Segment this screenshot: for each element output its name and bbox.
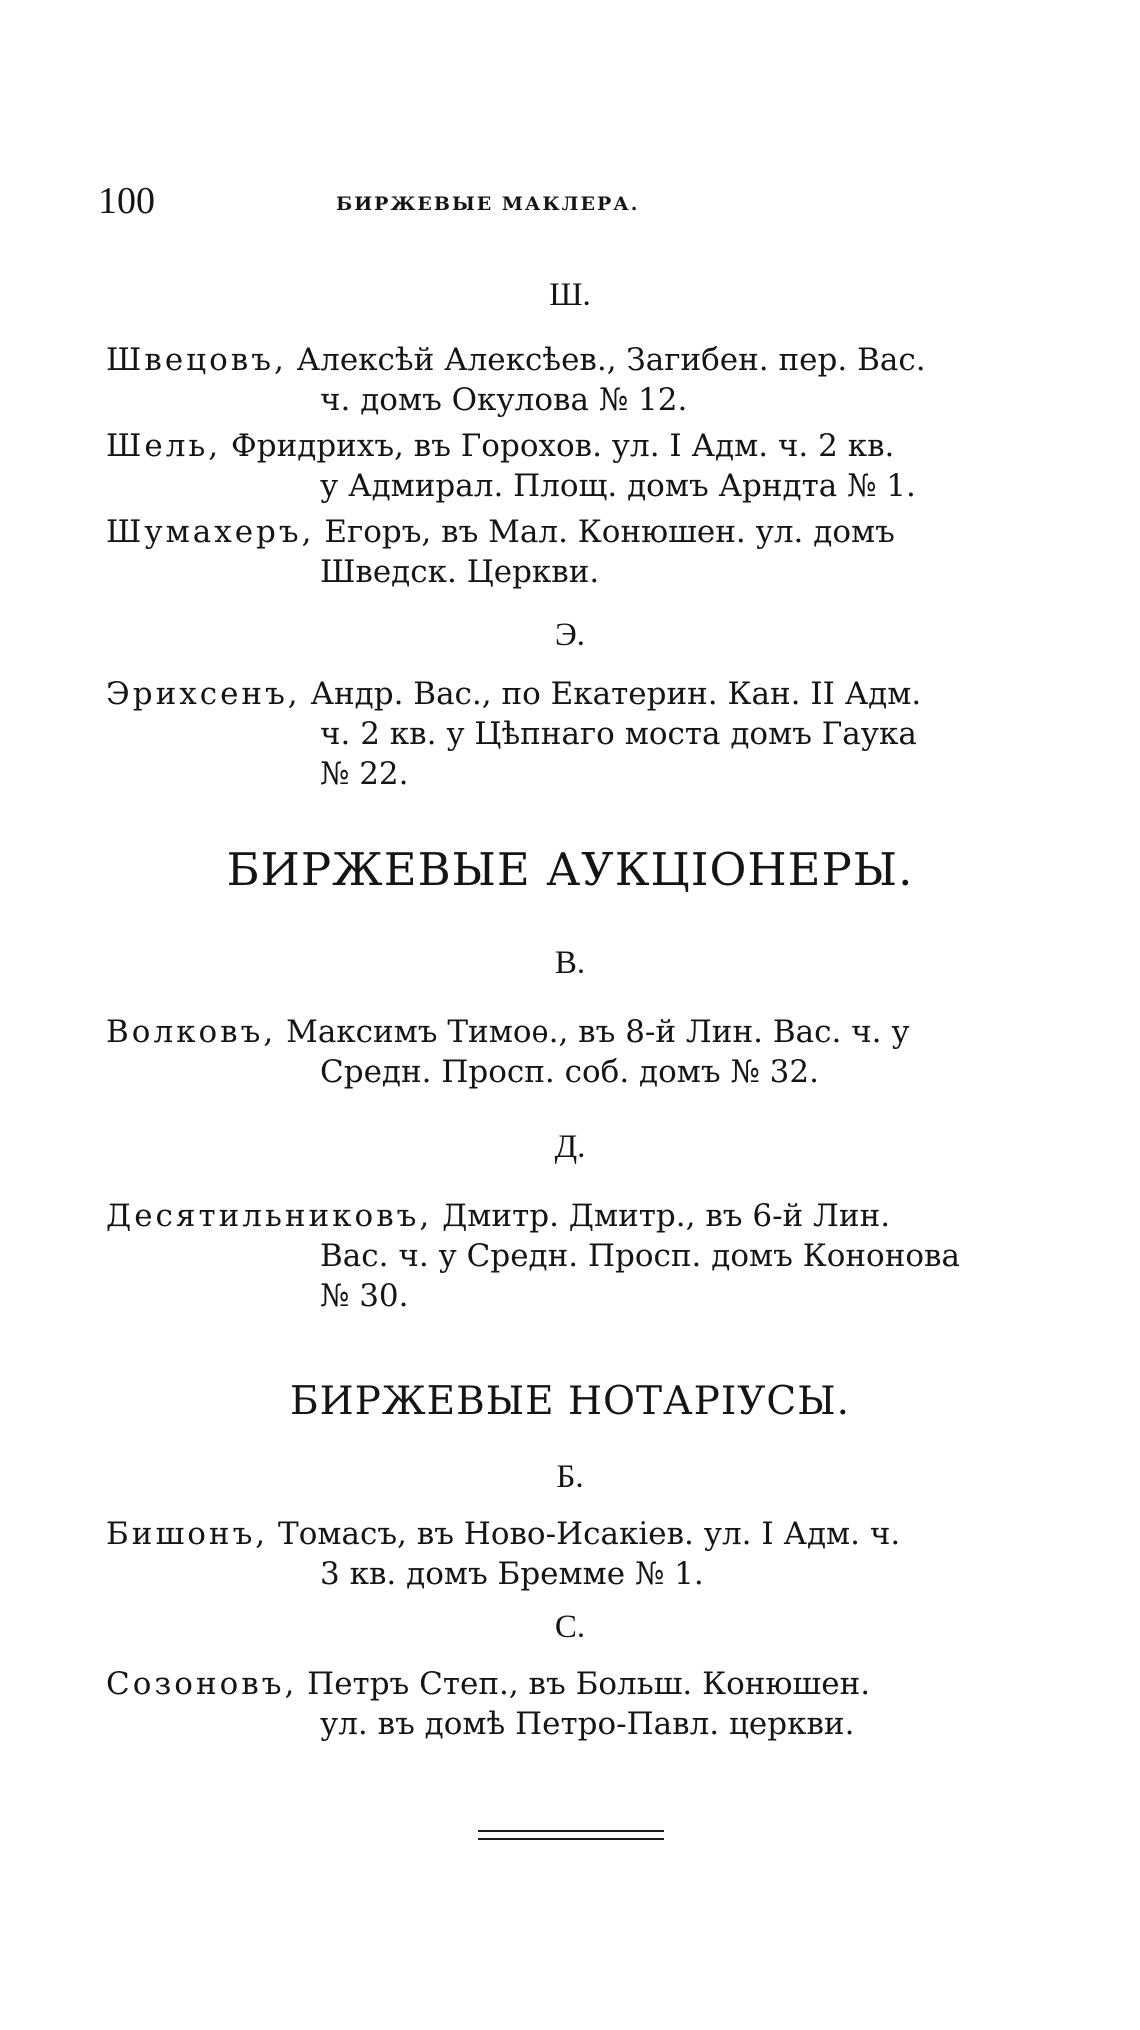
- page-number: 100: [98, 180, 155, 222]
- entry-text: Петръ Степ., въ Больш. Конюшен.: [297, 1666, 871, 1702]
- entry-name: Эрихсенъ,: [106, 676, 301, 712]
- letter-heading-e: Э.: [554, 617, 586, 653]
- running-head: [98, 176, 1068, 236]
- entry-text: Томасъ, въ Ново-Исакіев. ул. I Адм. ч.: [268, 1516, 901, 1552]
- section-title-auctioneers: БИРЖЕВЫЕ АУКЦІОНЕРЫ.: [226, 843, 914, 896]
- letter-heading-b: Б.: [556, 1459, 584, 1495]
- entry-text: Шведск. Церкви.: [320, 554, 600, 590]
- entry-text: Андр. Вас., по Екатерин. Кан. II Адм.: [300, 676, 922, 712]
- closing-rule-top: [478, 1830, 664, 1832]
- entry-name: Шель,: [106, 428, 222, 464]
- letter-heading-sh: Ш.: [549, 277, 591, 313]
- entry-text: Вас. ч. у Средн. Просп. домъ Кононова: [320, 1238, 960, 1274]
- entry-name: Десятильниковъ,: [106, 1198, 433, 1234]
- entry-text: Егоръ, въ Мал. Конюшен. ул. домъ: [314, 514, 895, 550]
- closing-rule-bottom: [478, 1838, 664, 1840]
- entry-text: ч. домъ Окулова № 12.: [320, 382, 688, 418]
- entry-name: Волковъ,: [106, 1014, 277, 1050]
- letter-heading-s: С.: [554, 1609, 586, 1645]
- section-title-notaries: БИРЖЕВЫЕ НОТАРІУСЫ.: [289, 1379, 851, 1424]
- entry-text: № 22.: [320, 756, 409, 792]
- entry-name: Швецовъ,: [106, 342, 287, 378]
- letter-heading-v: В.: [554, 945, 586, 981]
- entry-name: Шумахеръ,: [106, 514, 315, 550]
- entry-text: Алексѣй Алексѣев., Загибен. пер. Вас.: [286, 342, 926, 378]
- entry-text: Средн. Просп. соб. домъ № 32.: [320, 1054, 819, 1090]
- entry-text: Дмитр. Дмитр., въ 6-й Лин.: [432, 1198, 891, 1234]
- entry-text: ч. 2 кв. у Цѣпнаго моста домъ Гаука: [320, 716, 917, 752]
- running-title: БИРЖЕВЫЕ МАКЛЕРА.: [336, 193, 640, 215]
- entry-text: Максимъ Тимоѳ., въ 8-й Лин. Вас. ч. у: [276, 1014, 910, 1050]
- entry-text: № 30.: [320, 1278, 409, 1314]
- letter-heading-d: Д.: [554, 1129, 586, 1165]
- entry-name: Бишонъ,: [106, 1516, 269, 1552]
- entry-name: Созоновъ,: [106, 1666, 298, 1702]
- entry-text: Фридрихъ, въ Горохов. ул. I Адм. ч. 2 кв.: [221, 428, 895, 464]
- entry-text: ул. въ домѣ Петро-Павл. церкви.: [320, 1706, 855, 1742]
- entry-text: у Адмирал. Площ. домъ Арндта № 1.: [320, 468, 916, 504]
- entry-text: 3 кв. домъ Бремме № 1.: [320, 1556, 704, 1592]
